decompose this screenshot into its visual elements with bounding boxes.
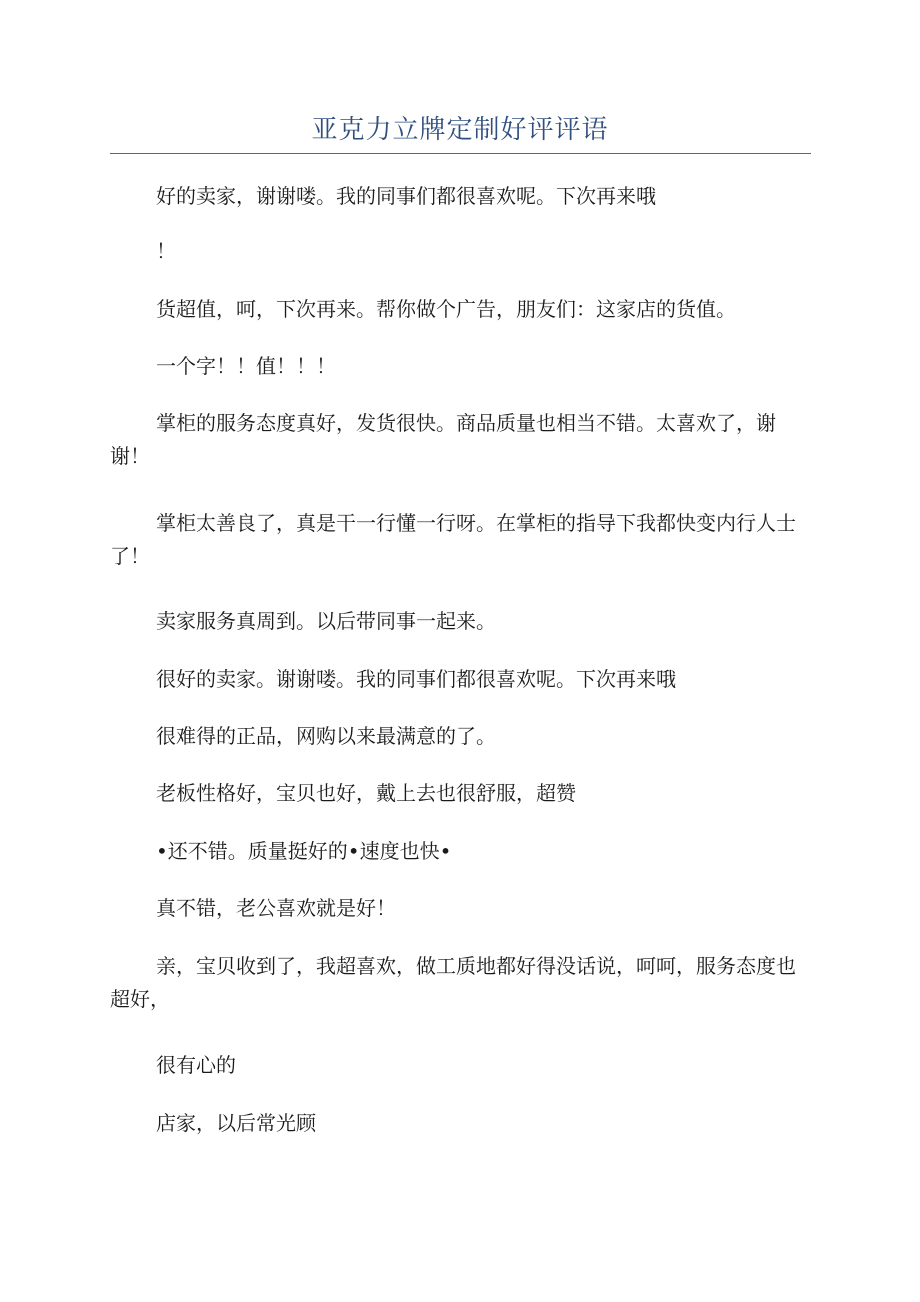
paragraph: 一个字！！值！！！ — [156, 354, 336, 378]
paragraph: 很难得的正品，网购以来最满意的了。 — [156, 724, 496, 748]
paragraph: 货超值，呵，下次再来。帮你做个广告，朋友们：这家店的货值。 — [156, 297, 736, 321]
paragraph: 很好的卖家。谢谢喽。我的同事们都很喜欢呢。下次再来哦 — [156, 667, 676, 691]
paragraph: 卖家服务真周到。以后带同事一起来。 — [156, 609, 496, 633]
title-underline — [110, 153, 811, 154]
paragraph: 掌柜太善良了，真是干一行懂一行呀。在掌柜的指导下我都快变内行人士了！ — [110, 511, 796, 568]
paragraph: 店家，以后常光顾 — [156, 1111, 316, 1135]
paragraph: 很有心的 — [156, 1053, 236, 1077]
paragraph: 老板性格好，宝贝也好，戴上去也很舒服，超赞 — [156, 781, 576, 805]
document-title: 亚克力立牌定制好评评语 — [311, 115, 609, 145]
paragraph: ！ — [156, 239, 176, 263]
paragraph: •还不错。质量挺好的•速度也快• — [156, 839, 452, 863]
paragraph: 亲，宝贝收到了，我超喜欢，做工质地都好得没话说，呵呵，服务态度也超好， — [110, 954, 796, 1011]
paragraph: 掌柜的服务态度真好，发货很快。商品质量也相当不错。太喜欢了，谢谢！ — [110, 411, 776, 468]
paragraph: 真不错，老公喜欢就是好！ — [156, 896, 396, 920]
paragraph: 好的卖家，谢谢喽。我的同事们都很喜欢呢。下次再来哦 — [156, 184, 656, 208]
